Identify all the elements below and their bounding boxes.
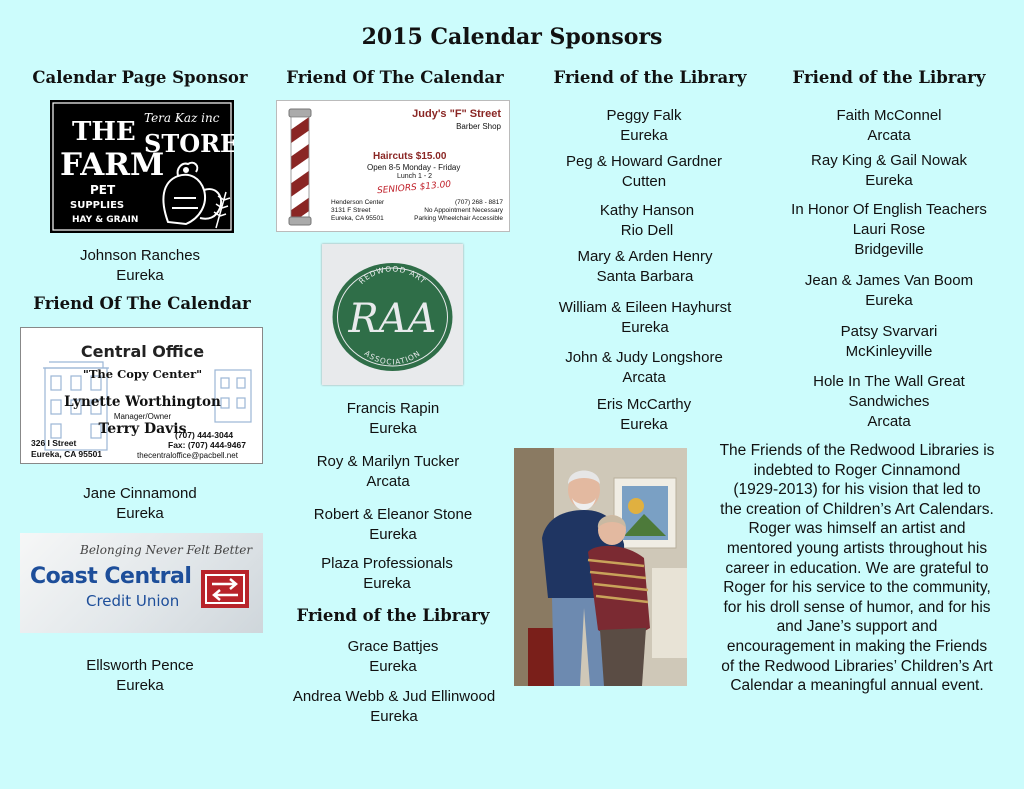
barber-pole-icon	[285, 107, 315, 227]
photo-illustration	[514, 448, 687, 686]
friend-of-library-heading-col4: Friend of the Library	[792, 68, 986, 87]
sponsor-col2-3	[293, 505, 493, 545]
sponsor-name: Andrea Webb & Jud Ellinwood	[292, 688, 496, 705]
sponsor-col2-5	[293, 637, 493, 677]
roger-tribute-text	[690, 441, 1024, 696]
barber-shop-name: Judy's "F" Street	[412, 108, 501, 120]
central-office-card	[20, 327, 263, 464]
sponsor-line1: Jean & James Van Boom	[804, 272, 974, 289]
friend-of-library-heading-col2: Friend of the Library	[296, 606, 490, 625]
tribute-line: and Jane’s support and	[776, 618, 938, 636]
tribute-line: for his droll sense of humor, and for his	[723, 598, 991, 616]
friend-of-library-heading-col3: Friend of the Library	[553, 68, 747, 87]
farm-store-logo	[50, 100, 234, 233]
sponsor-ellsworth-pence	[40, 656, 240, 696]
sponsor-name: Eris McCarthy	[596, 396, 692, 413]
sponsor-col4-4	[779, 271, 999, 311]
central-office-person1: Lynette Worthington	[64, 394, 221, 410]
sponsor-col3-4	[545, 247, 745, 287]
tribute-line: mentored young artists throughout his	[726, 539, 988, 557]
raa-bottom-text: ASSOCIATION	[362, 348, 423, 367]
sponsor-line3: Bridgeville	[854, 241, 924, 258]
tribute-line: Roger was himself an artist and	[748, 520, 966, 538]
sponsor-city: Eureka	[116, 267, 164, 284]
sponsor-city: Eureka	[369, 526, 417, 543]
sponsor-col4-5	[779, 322, 999, 362]
sponsor-johnson-ranches	[40, 246, 240, 286]
central-office-tagline: "The Copy Center"	[82, 367, 203, 381]
tribute-line: of the Redwood Libraries’ Children’s Art	[721, 657, 993, 675]
sponsor-line2: Eureka	[865, 172, 913, 189]
coast-central-card	[20, 533, 263, 633]
sponsor-name: Roy & Marilyn Tucker	[316, 453, 460, 470]
barber-price: Haircuts $15.00	[373, 151, 447, 162]
sponsor-line1: Patsy Svarvari	[840, 323, 938, 340]
barber-shop-sub: Barber Shop	[456, 122, 501, 131]
barber-seniors: SENIORS $13.00	[376, 179, 452, 197]
friend-of-calendar-heading-col2: Friend Of The Calendar	[286, 68, 504, 87]
sponsor-line2: Lauri Rose	[852, 221, 926, 238]
tribute-line: career in education. We are grateful to	[725, 559, 989, 577]
sponsor-name: Peggy Falk	[606, 107, 682, 124]
sponsor-jane-cinnamond	[40, 484, 240, 524]
sponsor-name: Peg & Howard Gardner	[566, 153, 722, 170]
sponsor-col3-6	[544, 348, 744, 388]
tribute-line: the creation of Children’s Art Calendars.	[720, 500, 994, 518]
sponsor-name: Plaza Professionals	[321, 555, 453, 572]
sponsor-name: Ellsworth Pence	[86, 657, 194, 674]
central-office-fax: Fax: (707) 444-9467	[168, 440, 246, 450]
sponsor-city: Eureka	[620, 127, 668, 144]
sponsor-name: Jane Cinnamond	[83, 485, 197, 502]
sponsor-name: Kathy Hanson	[599, 202, 695, 219]
barber-contact	[414, 199, 503, 223]
barber-phone: (707) 268 - 8817	[454, 199, 503, 206]
credit-union-logo-icon	[200, 569, 250, 609]
sponsor-city: Eureka	[363, 575, 411, 592]
sponsor-city: Eureka	[369, 658, 417, 675]
wheat-icon	[214, 192, 230, 228]
sponsor-city: Eureka	[116, 505, 164, 522]
sponsor-city: Santa Barbara	[596, 268, 694, 285]
raa-monogram: RAA	[348, 296, 437, 342]
barber-addr2: 3131 F Street	[331, 207, 371, 214]
sponsor-name: Grace Battjes	[347, 638, 439, 655]
sponsor-city: Eureka	[369, 420, 417, 437]
sponsor-line2: Sandwiches	[848, 393, 930, 410]
tribute-line: indebted to Roger Cinnamond	[753, 461, 961, 479]
sponsor-line2: Eureka	[865, 292, 913, 309]
central-office-person2: Terry Davis	[98, 421, 187, 437]
sponsor-line1: Hole In The Wall Great	[813, 373, 965, 390]
sponsor-city: Arcata	[366, 473, 410, 490]
sponsor-col2-6	[274, 687, 514, 727]
rooster-icon	[163, 163, 221, 224]
farm-logo-supplies: SUPPLIES	[70, 200, 125, 211]
sponsor-col4-2	[779, 151, 999, 191]
farm-logo-hay: HAY & GRAIN	[72, 215, 139, 225]
central-office-addr1: 326 I Street	[31, 438, 77, 448]
farm-logo-farm: FARM	[60, 147, 165, 183]
central-office-role: Manager/Owner	[113, 412, 172, 421]
sponsor-col3-1	[544, 106, 744, 146]
central-office-name: Central Office	[80, 342, 205, 361]
sponsor-city: Cutten	[621, 173, 667, 190]
central-office-email: thecentraloffice@pacbell.net	[137, 451, 238, 460]
barber-address	[331, 199, 384, 223]
sponsor-line1: In Honor Of English Teachers	[791, 201, 987, 218]
sponsor-name: Mary & Arden Henry	[577, 248, 713, 265]
barber-shop-card	[276, 100, 510, 232]
sponsor-name: Robert & Eleanor Stone	[313, 506, 473, 523]
friend-of-calendar-heading-col1: Friend Of The Calendar	[33, 294, 251, 313]
central-office-addr2: Eureka, CA 95501	[31, 449, 103, 459]
barber-addr1: Henderson Center	[331, 199, 385, 206]
sponsor-col4-3	[769, 200, 1009, 260]
raa-logo-art	[322, 244, 463, 385]
farm-store-logo-art	[50, 100, 234, 233]
tribute-line: The Friends of the Redwood Libraries is	[719, 442, 995, 459]
tribute-line: Calendar a meaningful annual event.	[730, 677, 984, 695]
farm-logo-store: STORE	[144, 129, 234, 158]
sponsor-line1: Faith McConnel	[836, 107, 942, 124]
sponsor-city: Eureka	[116, 677, 164, 694]
sponsor-col2-1	[293, 399, 493, 439]
sponsor-col2-4	[287, 554, 487, 594]
sponsor-name: William & Eileen Hayhurst	[558, 299, 732, 316]
tribute-line: (1929-2013) for his vision that led to	[733, 481, 981, 499]
coast-central-tagline: Belonging Never Felt Better	[80, 543, 253, 557]
sponsor-col3-2	[544, 152, 744, 192]
sponsor-city: Rio Dell	[620, 222, 674, 239]
coast-central-name: Coast Central	[30, 564, 192, 589]
sponsor-line2: McKinleyville	[845, 343, 933, 360]
barber-hours: Open 8-5 Monday - Friday	[367, 163, 461, 172]
sponsor-name: Johnson Ranches	[79, 247, 201, 264]
farm-logo-pet: PET	[90, 183, 116, 197]
sponsor-line3: Arcata	[867, 413, 911, 430]
sponsor-line1: Ray King & Gail Nowak	[811, 152, 967, 169]
sponsor-col3-5	[535, 298, 755, 338]
farm-logo-script: Tera Kaz inc	[144, 111, 220, 125]
calendar-page-sponsor-heading: Calendar Page Sponsor	[32, 68, 248, 87]
central-office-phone: (707) 444-3044	[175, 430, 234, 440]
barber-note2: Parking Wheelchair Accessible	[414, 215, 503, 222]
sponsor-city: Eureka	[621, 319, 669, 336]
sponsor-col3-7	[544, 395, 744, 435]
page-title: 2015 Calendar Sponsors	[361, 24, 663, 50]
sponsor-col2-2	[288, 452, 488, 492]
redwood-art-association-logo	[322, 244, 463, 385]
sponsor-col3-3	[547, 201, 747, 241]
coast-central-sub: Credit Union	[86, 592, 180, 610]
sponsor-line2: Arcata	[867, 127, 911, 144]
barber-note1: No Appointment Necessary	[424, 207, 503, 214]
sponsor-city: Eureka	[370, 708, 418, 725]
roger-cinnamond-photo	[514, 448, 687, 686]
tribute-line: Roger for his service to the community,	[723, 579, 991, 597]
raa-top-text: REDWOOD ART	[357, 264, 429, 287]
sponsor-name: John & Judy Longshore	[565, 349, 723, 366]
sponsor-city: Eureka	[620, 416, 668, 433]
farm-logo-the: THE	[72, 117, 136, 147]
tribute-line: encouragement in making the Friends	[726, 637, 988, 655]
sponsor-col4-1	[779, 106, 999, 146]
barber-addr3: Eureka, CA 95501	[331, 215, 384, 222]
sponsor-name: Francis Rapin	[346, 400, 440, 417]
sponsor-city: Arcata	[622, 369, 666, 386]
barber-lunch: Lunch 1 - 2	[397, 173, 433, 180]
sponsor-col4-6	[779, 372, 999, 432]
